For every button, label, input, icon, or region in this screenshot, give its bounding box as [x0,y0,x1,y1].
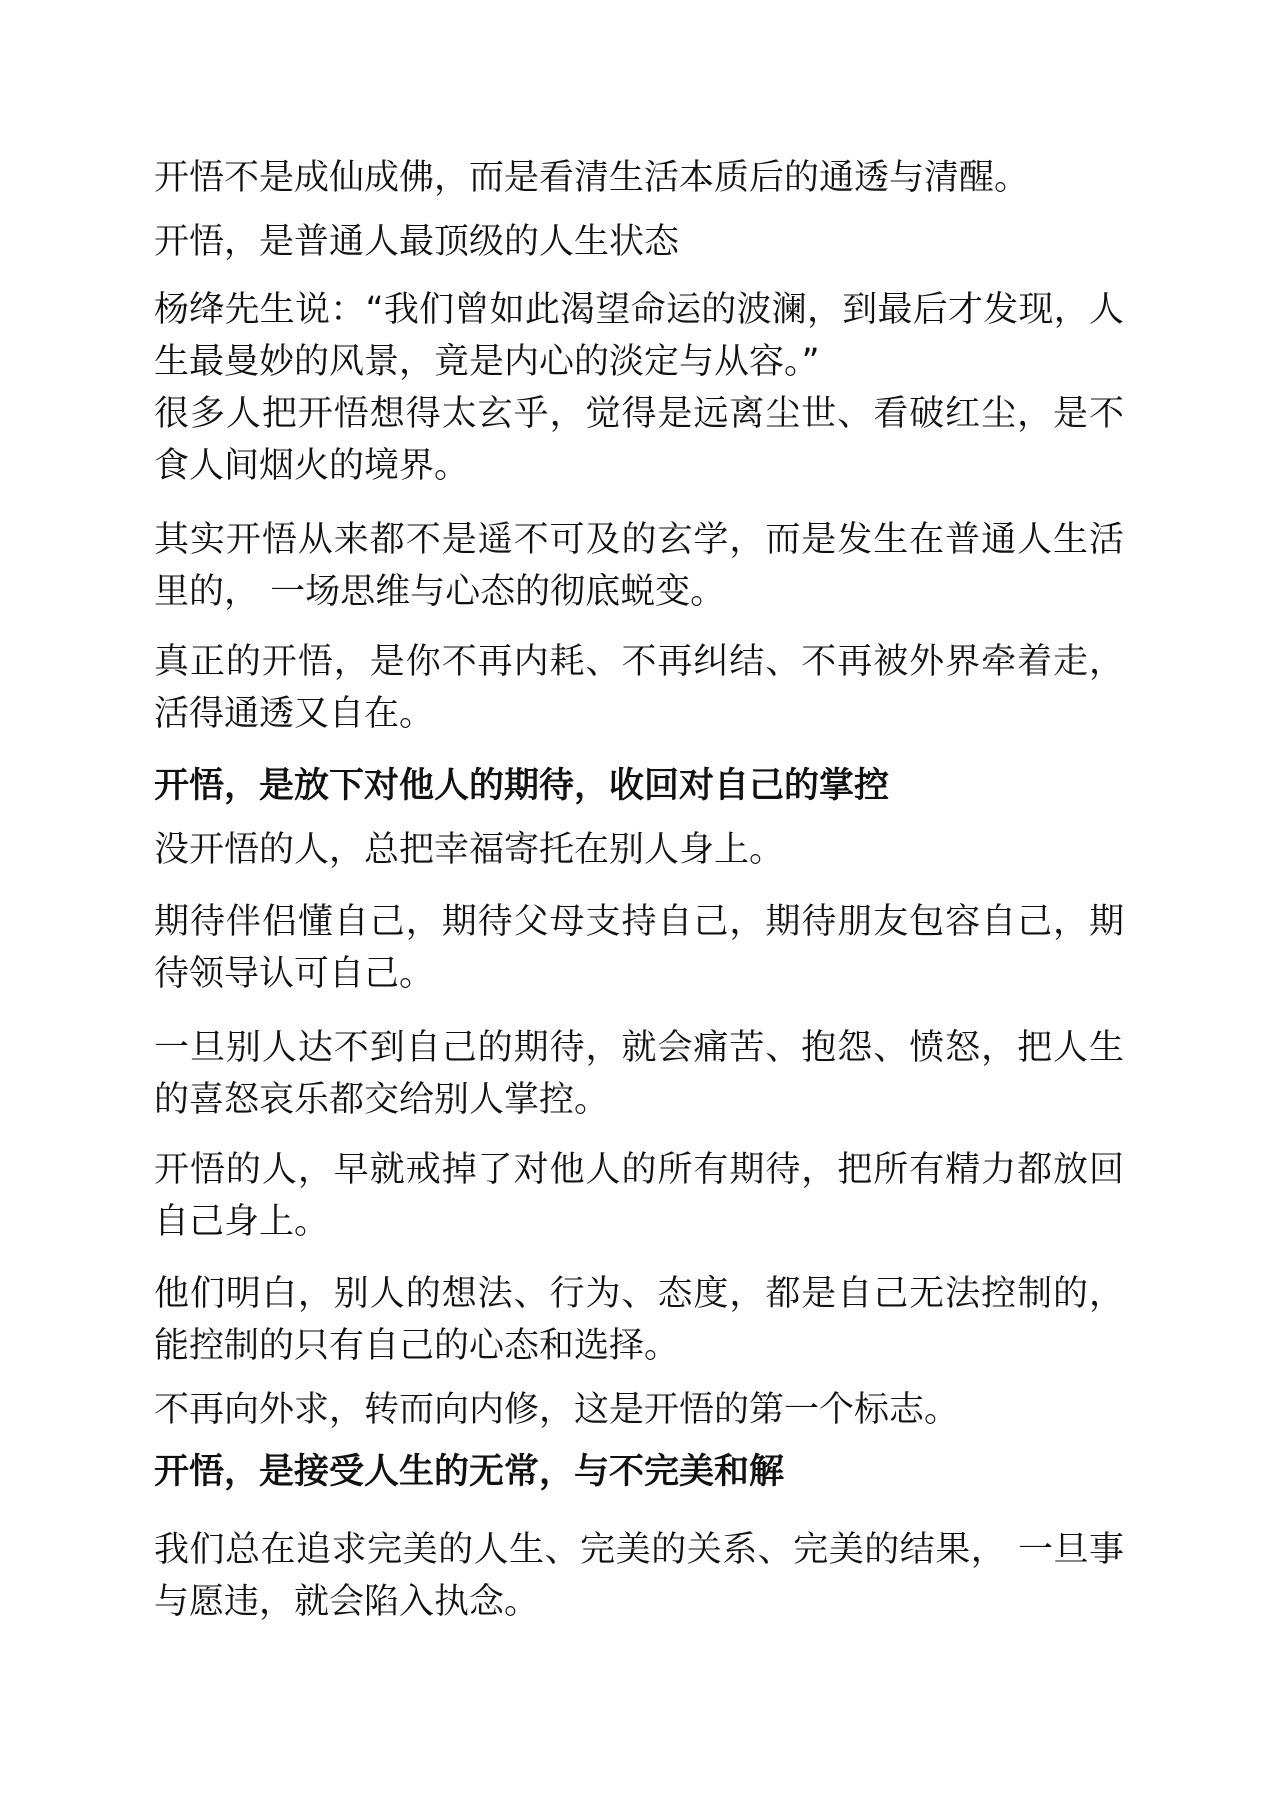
intro-line: 开悟不是成仙成佛，而是看清生活本质后的通透与清醒。 [154,158,1030,198]
body-paragraph: 开悟的人，早就戒掉了对他人的所有期待，把所有精力都放回自己身上。 [154,1150,1124,1242]
article-body [154,152,1124,1628]
section-heading: 开悟，是放下对他人的期待，收回对自己的掌控 [154,766,890,806]
body-paragraph: 没开悟的人，总把幸福寄托在别人身上。 [154,830,785,870]
body-paragraph: 不再向外求，转而向内修，这是开悟的第一个标志。 [154,1390,960,1430]
body-paragraph: 一旦别人达不到自己的期待，就会痛苦、抱怨、愤怒，把人生的喜怒哀乐都交给别人掌控。 [154,1028,1124,1120]
subtitle-line: 开悟，是普通人最顶级的人生状态 [154,222,680,262]
body-paragraph: 其实开悟从来都不是遥不可及的玄学，而是发生在普通人生活里的， 一场思维与心态的彻底蜕变。 [154,520,1124,612]
quote-paragraph: 杨绛先生说：“我们曾如此渴望命运的波澜，到最后才发现，人生最曼妙的风景，竟是内心的淡定与从容。” [154,290,1124,382]
body-paragraph: 他们明白，别人的想法、行为、态度，都是自己无法控制的，能控制的只有自己的心态和选择。 [154,1274,1124,1366]
section-heading: 开悟，是接受人生的无常，与不完美和解 [154,1452,785,1492]
body-paragraph: 很多人把开悟想得太玄乎，觉得是远离尘世、看破红尘，是不食人间烟火的境界。 [154,394,1124,486]
body-paragraph: 期待伴侣懂自己，期待父母支持自己，期待朋友包容自己，期待领导认可自己。 [154,902,1124,994]
body-paragraph: 真正的开悟，是你不再内耗、不再纠结、不再被外界牵着走，活得通透又自在。 [154,642,1124,734]
body-paragraph: 我们总在追求完美的人生、完美的关系、完美的结果， 一旦事与愿违，就会陷入执念。 [154,1530,1124,1622]
